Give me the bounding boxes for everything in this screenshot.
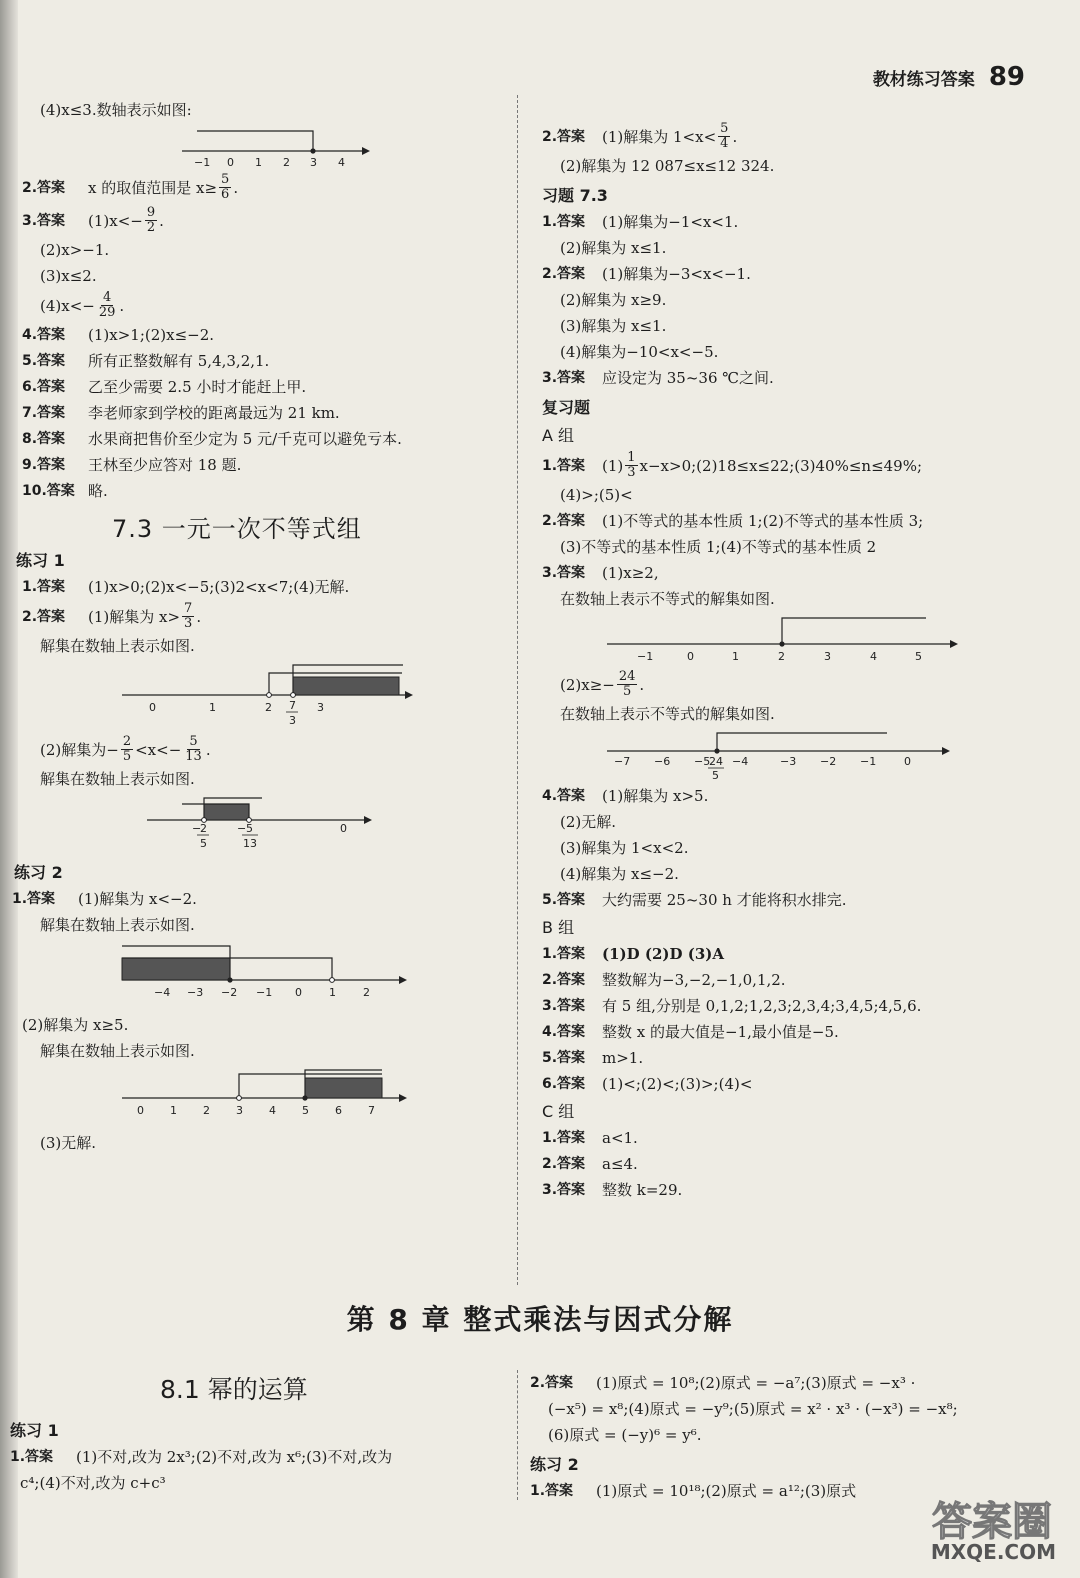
tick-label: 0 [687, 650, 694, 663]
number-line-5 [117, 1066, 417, 1128]
tick-label: 3 [317, 701, 324, 714]
tick-label: 0 [295, 986, 302, 999]
tick-label: 0 [227, 156, 234, 169]
tick-label: −2 [820, 755, 837, 768]
answer-2: 2.答案 x 的取值范围是 x≥ $\frac{5}{6}$ . [22, 172, 239, 202]
tick-label: −1 [194, 156, 211, 169]
number-line-1 [177, 125, 377, 169]
number-line-3 [142, 794, 382, 854]
group-b-title: B 组 [542, 918, 575, 937]
tick-label: 13 [243, 837, 257, 850]
fraction: $\frac{24}{5}$ [618, 669, 636, 699]
fraction: $\frac{5}{6}$ [221, 172, 230, 202]
tick-label: 3 [824, 650, 831, 663]
tick-label: 1 [170, 1104, 177, 1117]
answer-10: 10.答案 略. [22, 482, 108, 500]
tick-label: 2 [200, 822, 207, 835]
fraction: $\frac{4}{29}$ [98, 290, 116, 320]
tick-label: −6 [654, 755, 671, 768]
solution-region [293, 677, 399, 695]
section-title-7-3: 7.3 一元一次不等式组 [112, 515, 362, 543]
tick-label: 6 [335, 1104, 342, 1117]
tick-label: −3 [187, 986, 204, 999]
group-a-title: A 组 [542, 426, 575, 445]
section-title-8-1: 8.1 幂的运算 [160, 1375, 308, 1404]
solution-region [204, 804, 249, 820]
answer-8: 8.答案 水果商把售价至少定为 5 元/千克可以避免亏本. [22, 430, 402, 448]
watermark-logo: 答案圈 MXQE.COM [930, 1499, 1056, 1564]
answer-9: 9.答案 王林至少应答对 18 题. [22, 456, 242, 474]
group-c-title: C 组 [542, 1102, 575, 1121]
tick-label: −5 [694, 755, 711, 768]
bottom-right-block: 2.答案 (1)原式 = 10⁸;(2)原式 = −a⁷;(3)原式 = −x³ · (−x⁵) = x⁸;(4)原式 = −y⁹;(5)原式 = x² · x³ · (−x³) = −x⁸; (6)原式 = (−y)⁶ = y⁶. 练习 2 1.答案 (1)原式 = 10¹⁸;(2)原式 = a¹²;(3)原式 [530, 1374, 958, 1500]
column-divider [517, 95, 518, 1285]
review-title: 复习题 [542, 398, 591, 417]
answer-line: (4)x≤3.数轴表示如图: [40, 101, 192, 119]
tick-label: −4 [154, 986, 171, 999]
svg-text:−: − [237, 822, 247, 835]
tick-label: 1 [209, 701, 216, 714]
page-number: 89 [988, 62, 1025, 92]
tick-label: 3 [310, 156, 317, 169]
tick-label: −4 [732, 755, 749, 768]
tick-label: 1 [255, 156, 262, 169]
svg-text:−: − [192, 822, 202, 835]
tick-label: 2 [203, 1104, 210, 1117]
left-column: (4)x≤3.数轴表示如图: −1 0 1 2 3 4 2.答案 x 的取值范围是 x≥ $\frac{5}{6}$ . 3.答案 (1)x<− $\frac{9}{2}$ . (2)x>−1. (3)x≤2. (4)x<− $\frac{4}{29}$ . 4.答案 (1)x>1;(2)x≤−2. 5.答案 所有正整数解有 5,4,3,2,1. 6.答案 乙至少需要 2.5 小时才能赶上甲. 7.答案 李老师家到学校的距离最远为 21 km. 8.答案 水果商把售价至少定为 5 元/千克可以避免亏本. 9.答案 王林至少应答对 18 题. 10.答案 略. 7.3 一元一次不等式组 练习 1 1.答案 (1)x>0;(2)x<−5;(3)2<x<7;(4)无解. 2.答案 (1)解集为 x> $\frac{7}{3}$ . 解集在数轴上表示如图. 0 1 2 7 3 3 (2)解集为− $\frac{2}{5}$ <x<− $\frac{5}{13}$ . 解集在数轴上表示如图. − 2 5 − 5 13 0 练习 2 1.答案 (1)解集为 x<−2. 解集在数轴上表示如图. −4 −3 −2 −1 0 1 2 (2)解集为 x≥5. 解集在数轴上表示如图. 0 1 2 3 4 5 6 7 (3)无解. [22, 95, 507, 1158]
number-line-6 [602, 614, 962, 666]
answer-3: 3.答案 (1)x<− $\frac{9}{2}$ . [22, 205, 164, 235]
tick-label: 5 [915, 650, 922, 663]
tick-label: 4 [870, 650, 877, 663]
tick-label: −3 [780, 755, 797, 768]
chapter-title: 第 8 章 整式乘法与因式分解 [346, 1303, 734, 1336]
tick-label: 1 [732, 650, 739, 663]
closed-point [310, 148, 315, 153]
header-caption: 教材练习答案 [872, 70, 975, 90]
tick-label: 5 [200, 837, 207, 850]
solution-bracket [197, 131, 313, 151]
fraction: $\frac{9}{2}$ [146, 205, 156, 235]
tick-label: 0 [904, 755, 911, 768]
tick-label: 4 [269, 1104, 276, 1117]
fraction: $\frac{1}{3}$ [627, 450, 636, 480]
fraction: $\frac{2}{5}$ [122, 734, 132, 764]
tick-label: 4 [338, 156, 345, 169]
tick-label: −2 [221, 986, 238, 999]
tick-label: 0 [149, 701, 156, 714]
bottom-left-block: 练习 1 1.答案 (1)不对,改为 2x³;(2)不对,改为 x⁶;(3)不对,改为 c⁴;(4)不对,改为 c+c³ [10, 1421, 393, 1492]
tick-label: 3 [289, 714, 296, 727]
tick-label: −1 [256, 986, 273, 999]
tick-label: 2 [265, 701, 272, 714]
tick-label: −1 [860, 755, 877, 768]
answer-4: 4.答案 (1)x>1;(2)x≤−2. [22, 326, 215, 344]
tick-label: −1 [637, 650, 654, 663]
fraction: $\frac{5}{13}$ [185, 734, 202, 764]
tick-label: −7 [614, 755, 631, 768]
practice-1-title: 练习 1 [16, 551, 65, 570]
tick-label: 24 [709, 755, 723, 768]
tick-label: 0 [137, 1104, 144, 1117]
answer-5: 5.答案 所有正整数解有 5,4,3,2,1. [22, 352, 270, 370]
tick-label: 2 [363, 986, 370, 999]
number-line-7 [602, 729, 962, 781]
tick-label: 5 [712, 769, 719, 781]
tick-label: 5 [246, 822, 253, 835]
fraction: $\frac{5}{4}$ [720, 121, 729, 151]
column-divider-bottom [517, 1370, 518, 1500]
tick-label: 5 [302, 1104, 309, 1117]
solution-region [122, 958, 230, 980]
solution-region [305, 1078, 382, 1098]
tick-label: 3 [236, 1104, 243, 1117]
number-line-2 [117, 661, 417, 731]
book-spine-shadow [0, 0, 18, 1578]
answer-6: 6.答案 乙至少需要 2.5 小时才能赶上甲. [22, 378, 307, 396]
page-header [873, 62, 1025, 92]
tick-label: 7 [289, 699, 296, 712]
tick-label: 7 [368, 1104, 375, 1117]
exercise-7-3-title: 习题 7.3 [542, 186, 608, 205]
number-line-4 [117, 940, 417, 1010]
tick-label: 2 [778, 650, 785, 663]
fraction: $\frac{7}{3}$ [184, 601, 193, 631]
tick-label: 0 [340, 822, 347, 835]
right-column: 2.答案 (1)解集为 1<x< $\frac{5}{4}$ . (2)解集为 12 087≤x≤12 324. 习题 7.3 1.答案 (1)解集为−1<x<1. (2)解集为 x≤1. 2.答案 (1)解集为−3<x<−1. (2)解集为 x≥9. (3)解集为 x≤1. (4)解集为−10<x<−5. 3.答案 应设定为 35~36 ℃之间. 复习题 A 组 1.答案 (1) $\frac{1}{3}$ x−x>0;(2)18≤x≤22;(3)40%≤n≤49%; (4)>;(5)< 2.答案 (1)不等式的基本性质 1;(2)不等式的基本性质 3; (3)不等式的基本性质 1;(4)不等式的基本性质 2 3.答案 (1)x≥2, 在数轴上表示不等式的解集如图. −1 0 1 2 3 4 5 (2)x≥− $\frac{24}{5}$ . 在数轴上表示不等式的解集如图. −7 −6 −5 24 5 −4 −3 −2 −1 0 4.答案 (1)解集为 x>5. (2)无解. (3)解集为 1<x<2. (4)解集为 x≤−2. 5.答案 大约需要 25~30 h 才能将积水排完. B 组 1.答案 (1)D (2)D (3)A 2.答案 整数解为−3,−2,−1,0,1,2. 3.答案 有 5 组,分别是 0,1,2;1,2,3;2,3,4;3,4,5;4,5,6. 4.答案 整数 x 的最大值是−1,最小值是−5. 5.答案 m>1. 6.答案 (1)<;(2)<;(3)>;(4)< C 组 1.答案 a<1. 2.答案 a≤4. 3.答案 整数 k=29. [542, 118, 1012, 1205]
answer-7: 7.答案 李老师家到学校的距离最远为 21 km. [22, 404, 340, 422]
tick-label: 2 [283, 156, 290, 169]
axis-arrow [362, 147, 370, 155]
practice-2-title: 练习 2 [14, 863, 63, 882]
tick-label: 1 [329, 986, 336, 999]
